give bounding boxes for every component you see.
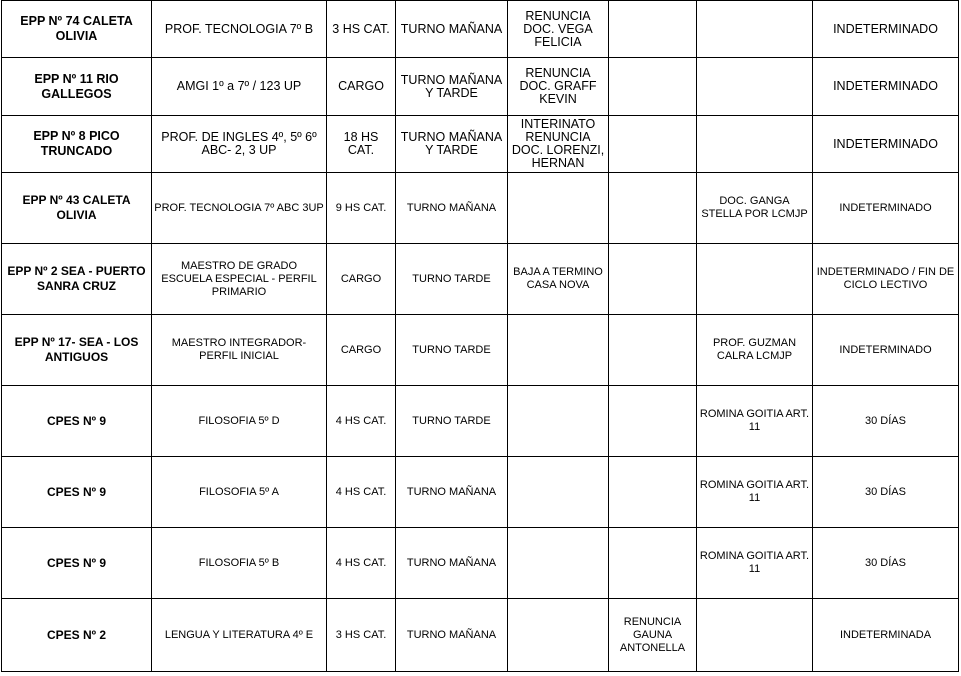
period-cell: INDETERMINADO: [813, 1, 959, 58]
table-row: [2, 315, 959, 386]
school-cell: EPP Nº 43 CALETA OLIVIA: [2, 173, 152, 244]
period-cell: INDETERMINADO: [813, 116, 959, 173]
reason-cell: [508, 528, 609, 599]
school-cell: EPP Nº 11 RIO GALLEGOS: [2, 58, 152, 116]
hours-cell: 4 HS CAT.: [327, 457, 396, 528]
period-cell: INDETERMINADO / FIN DE CICLO LECTIVO: [813, 244, 959, 315]
reason-alt-cell: [609, 457, 697, 528]
reason-alt-cell: [609, 386, 697, 457]
shift-cell: TURNO MAÑANA: [396, 1, 508, 58]
replacement-cell: [697, 116, 813, 173]
reason-cell: INTERINATO RENUNCIA DOC. LORENZI, HERNAN: [508, 116, 609, 173]
period-cell: 30 DÍAS: [813, 457, 959, 528]
position-cell: AMGI 1º a 7º / 123 UP: [152, 58, 327, 116]
table-row: [2, 528, 959, 599]
reason-cell: [508, 599, 609, 672]
table-row: [2, 386, 959, 457]
table-body: [2, 1, 959, 672]
period-cell: INDETERMINADO: [813, 315, 959, 386]
table-row: [2, 116, 959, 173]
position-cell: LENGUA Y LITERATURA 4º E: [152, 599, 327, 672]
hours-cell: 4 HS CAT.: [327, 528, 396, 599]
table-row: [2, 173, 959, 244]
vacancy-table: [1, 0, 959, 672]
period-cell: 30 DÍAS: [813, 386, 959, 457]
reason-cell: [508, 173, 609, 244]
replacement-cell: [697, 1, 813, 58]
school-cell: EPP Nº 2 SEA - PUERTO SANRA CRUZ: [2, 244, 152, 315]
school-cell: CPES Nº 9: [2, 457, 152, 528]
reason-alt-cell: [609, 528, 697, 599]
shift-cell: TURNO MAÑANA: [396, 599, 508, 672]
table-row: [2, 1, 959, 58]
period-cell: INDETERMINADA: [813, 599, 959, 672]
school-cell: EPP Nº 8 PICO TRUNCADO: [2, 116, 152, 173]
shift-cell: TURNO TARDE: [396, 244, 508, 315]
shift-cell: TURNO MAÑANA Y TARDE: [396, 58, 508, 116]
replacement-cell: [697, 599, 813, 672]
table-row: [2, 58, 959, 116]
replacement-cell: [697, 58, 813, 116]
school-cell: EPP Nº 17- SEA - LOS ANTIGUOS: [2, 315, 152, 386]
hours-cell: 4 HS CAT.: [327, 386, 396, 457]
reason-alt-cell: [609, 173, 697, 244]
period-cell: 30 DÍAS: [813, 528, 959, 599]
replacement-cell: DOC. GANGA STELLA POR LCMJP: [697, 173, 813, 244]
reason-cell: RENUNCIA DOC. GRAFF KEVIN: [508, 58, 609, 116]
shift-cell: TURNO MAÑANA Y TARDE: [396, 116, 508, 173]
shift-cell: TURNO MAÑANA: [396, 173, 508, 244]
shift-cell: TURNO TARDE: [396, 315, 508, 386]
position-cell: MAESTRO DE GRADO ESCUELA ESPECIAL - PERFIL PRIMARIO: [152, 244, 327, 315]
reason-alt-cell: [609, 315, 697, 386]
position-cell: PROF. TECNOLOGIA 7º B: [152, 1, 327, 58]
school-cell: CPES Nº 9: [2, 386, 152, 457]
school-cell: EPP Nº 74 CALETA OLIVIA: [2, 1, 152, 58]
period-cell: INDETERMINADO: [813, 58, 959, 116]
hours-cell: CARGO: [327, 58, 396, 116]
shift-cell: TURNO MAÑANA: [396, 528, 508, 599]
position-cell: FILOSOFIA 5º B: [152, 528, 327, 599]
replacement-cell: ROMINA GOITIA ART. 11: [697, 386, 813, 457]
replacement-cell: PROF. GUZMAN CALRA LCMJP: [697, 315, 813, 386]
reason-alt-cell: [609, 244, 697, 315]
hours-cell: 3 HS CAT.: [327, 1, 396, 58]
hours-cell: 9 HS CAT.: [327, 173, 396, 244]
school-cell: CPES Nº 9: [2, 528, 152, 599]
hours-cell: CARGO: [327, 315, 396, 386]
reason-cell: [508, 315, 609, 386]
period-cell: INDETERMINADO: [813, 173, 959, 244]
position-cell: PROF. TECNOLOGIA 7º ABC 3UP: [152, 173, 327, 244]
reason-cell: [508, 457, 609, 528]
table-row: [2, 457, 959, 528]
reason-cell: [508, 386, 609, 457]
reason-cell: RENUNCIA DOC. VEGA FELICIA: [508, 1, 609, 58]
hours-cell: CARGO: [327, 244, 396, 315]
table-row: [2, 599, 959, 672]
replacement-cell: ROMINA GOITIA ART. 11: [697, 528, 813, 599]
school-cell: CPES Nº 2: [2, 599, 152, 672]
reason-alt-cell: [609, 1, 697, 58]
table-row: [2, 244, 959, 315]
shift-cell: TURNO TARDE: [396, 386, 508, 457]
reason-alt-cell: [609, 58, 697, 116]
hours-cell: 18 HS CAT.: [327, 116, 396, 173]
shift-cell: TURNO MAÑANA: [396, 457, 508, 528]
hours-cell: 3 HS CAT.: [327, 599, 396, 672]
reason-alt-cell: [609, 116, 697, 173]
position-cell: PROF. DE INGLES 4º, 5º 6º ABC- 2, 3 UP: [152, 116, 327, 173]
reason-alt-cell: RENUNCIA GAUNA ANTONELLA: [609, 599, 697, 672]
position-cell: FILOSOFIA 5º D: [152, 386, 327, 457]
position-cell: FILOSOFIA 5º A: [152, 457, 327, 528]
reason-cell: BAJA A TERMINO CASA NOVA: [508, 244, 609, 315]
replacement-cell: ROMINA GOITIA ART. 11: [697, 457, 813, 528]
position-cell: MAESTRO INTEGRADOR- PERFIL INICIAL: [152, 315, 327, 386]
replacement-cell: [697, 244, 813, 315]
